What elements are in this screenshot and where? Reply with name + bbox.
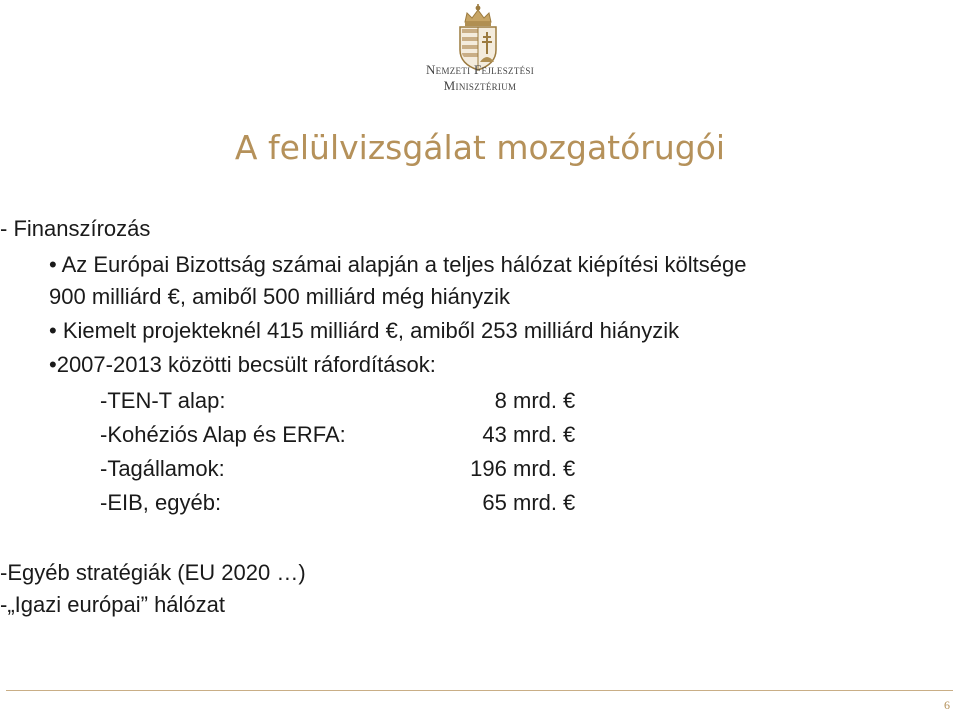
cost-label: -Kohéziós Alap és ERFA: (100, 422, 346, 447)
currency-euro: € (563, 422, 576, 447)
cost-label: -EIB, egyéb: (100, 490, 222, 515)
footer-divider (6, 690, 953, 691)
logo-text-line2: Minisztérium (443, 78, 517, 93)
logo-text-line1: Nemzeti Fejlesztési (425, 62, 535, 77)
slide-title: A felülvizsgálat mozgatórugói (234, 128, 726, 167)
cost-amount: 196 mrd. (470, 456, 557, 481)
page-number: 6 (944, 698, 950, 712)
section-financing: - Finanszírozás (0, 216, 151, 241)
cost-amount: 8 mrd. (494, 388, 557, 413)
currency-euro: € (563, 388, 576, 413)
cost-amount: 43 mrd. (482, 422, 557, 447)
cost-label: -Tagállamok: (100, 456, 225, 481)
bullet-priority-projects: • Kiemelt projekteknél 415 milliárd €, amiből 253 milliárd hiányzik (49, 318, 680, 343)
bullet-commission-line1: • Az Európai Bizottság számai alapján a teljes hálózat kiépítési költsége (49, 252, 747, 277)
section-european-network: -„Igazi európai” hálózat (0, 592, 226, 617)
bullet-estimated-costs: •2007-2013 közötti becsült ráfordítások: (49, 352, 436, 377)
currency-euro: € (563, 456, 576, 481)
section-other-strategies: -Egyéb stratégiák (EU 2020 …) (0, 560, 306, 585)
bullet-commission-line2: 900 milliárd €, amiből 500 milliárd még hiányzik (49, 284, 510, 309)
cost-amount: 65 mrd. (482, 490, 557, 515)
currency-euro: € (563, 490, 576, 515)
cost-label: -TEN-T alap: (100, 388, 226, 413)
